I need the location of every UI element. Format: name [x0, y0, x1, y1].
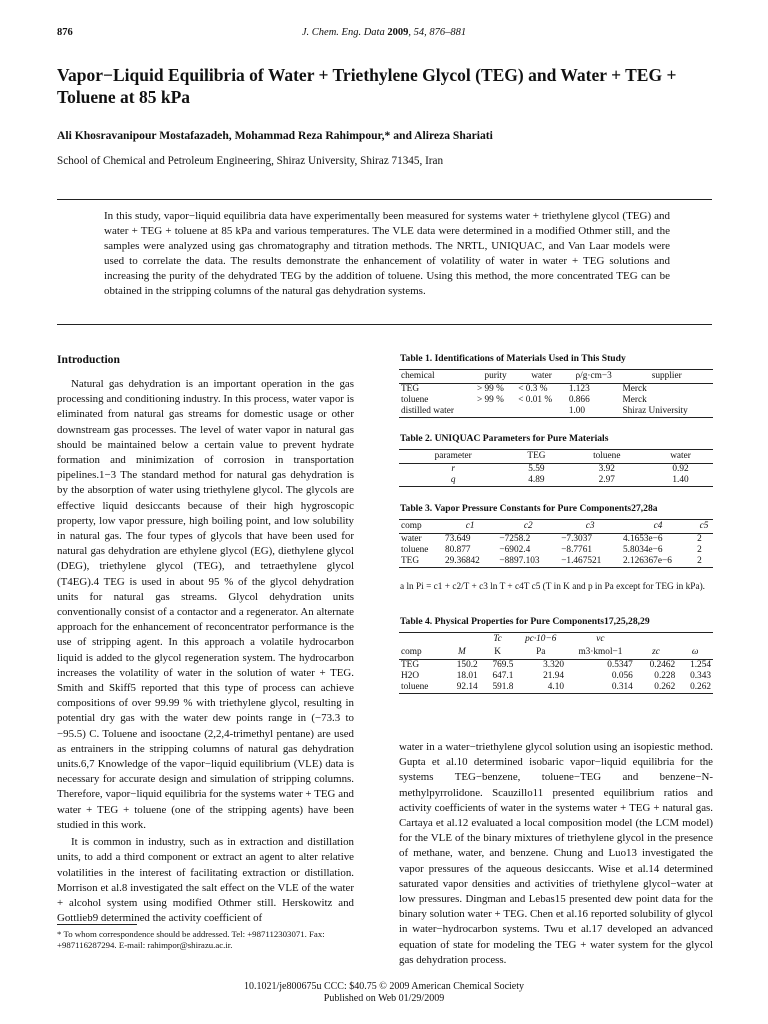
doi-copyright-line: 10.1021/je800675u CCC: $40.75 © 2009 American Chemical Society — [243, 981, 525, 992]
table-cell: 1.00 — [567, 406, 621, 418]
table-cell: −6902.4 — [499, 545, 531, 555]
table-cell: 0.262 — [635, 682, 677, 694]
table-header-cell: zc — [635, 646, 677, 660]
abstract-text: In this study, vapor−liquid equilibria data have experimentally been measured for systems water + triethylene glycol (TEG) and water + TEG + toluene at 85 kPa and various temperatures. The VLE data were determined in a modified Othmer still, and the samples were analyzed using gas chromatography and titration methods. The NRTL, UNIQUAC, and Van Laar models were used to correlate the data. The results demonstrate the enhancement of volatility of water in water + TEG solutions and increasing the purity of the dehydrated TEG by the addition of toluene. Using this method, the more concentrated TEG can be obtained in the stripping columns of the natural gas dehydration systems. — [104, 210, 670, 298]
journal-year: 2009 — [387, 27, 409, 38]
table-header-row — [399, 633, 713, 647]
right-column — [399, 740, 713, 968]
table-cell: 3.92 — [598, 464, 615, 474]
table-cell: 4.89 — [507, 475, 565, 487]
abstract-bottom-rule — [57, 324, 712, 325]
table-header-cell: c4 — [621, 520, 695, 534]
table-cell: 1.254 — [690, 660, 711, 670]
table-cell: −8897.103 — [497, 556, 559, 568]
table-cell: Shiraz University — [620, 406, 713, 418]
table-row — [399, 682, 713, 694]
table-header-cell: toluene — [565, 450, 648, 464]
table-header-cell: water — [516, 370, 567, 384]
table-cell — [475, 406, 516, 418]
table-header-cell: comp — [399, 520, 443, 534]
table-cell: −8.7761 — [561, 545, 592, 555]
table-cell: 73.649 — [444, 534, 471, 544]
table1 — [399, 369, 713, 418]
table-cell: < 0.3 % — [518, 384, 548, 394]
table-header-cell: K — [480, 646, 516, 660]
table-header-cell: M — [444, 646, 480, 660]
table-header-cell — [677, 633, 713, 647]
section-heading-introduction: Introduction — [57, 353, 120, 366]
table-cell: −1.467521 — [559, 556, 621, 568]
journal-volume-pages: , 54, 876–881 — [408, 27, 467, 38]
table-cell: 80.877 — [444, 545, 471, 555]
table-cell: r — [451, 464, 455, 474]
table-cell: 0.5347 — [607, 660, 633, 670]
table3-caption: Table 3. Vapor Pressure Constants for Pure Components27,28a — [400, 503, 658, 514]
table-cell: 5.8034e−6 — [622, 545, 663, 555]
table-header-cell: Tc — [480, 633, 516, 647]
table-header-cell: Pa — [515, 646, 566, 660]
intro-paragraph-3: water in a water−triethylene glycol solution using an isopiestic method. Gupta et al.10 determined isobaric vapor−liquid equilibria for the systems TEG−benzene, toluene−TEG and benzene−N-methylpyrrolidone. Scauzillo11 presented equilibrium ratios and activity coefficients of water in the systems water + TEG + natural gas. Cartaya et al.12 evaluated a local composition model (the LCM model) for the VLE of the binary mixtures of triethylene glycol in the presence of methane, water, and benzene. Chung and Luo13 investigated the vapor pressures of the aqueous desiccants. Wise et al.14 determined saturated vapor densities and activities of triethylene glycol−water at low pressures. Dingman and Lebas15 presented dew point data for the binary solution water + TEG. Chen et al.16 reported solubility of glycol in water−hydrocarbon systems. Twu et al.17 developed an advanced equation of state for modeling the TEG + water system for the glycol gas dehydration process. — [399, 741, 713, 966]
abstract — [104, 209, 670, 300]
table-cell: 0.343 — [690, 671, 711, 681]
table3-footnote: a ln Pi = c1 + c2/T + c3 ln T + c4T c5 (T in K and p in Pa except for TEG in kPa). — [400, 582, 705, 592]
abstract-top-rule — [57, 199, 712, 200]
table-header-row — [399, 370, 713, 384]
table-cell: 1.40 — [648, 475, 713, 487]
table-cell: TEG — [401, 660, 420, 670]
table-header-cell: c2 — [497, 520, 559, 534]
table-cell: 4.1653e−6 — [622, 534, 663, 544]
table-cell: Merck — [622, 384, 647, 394]
author-list: Ali Khosravanipour Mostafazadeh, Mohammad Reza Rahimpour,* and Alireza Shariati — [57, 129, 493, 142]
table-cell: 5.59 — [528, 464, 545, 474]
table-cell: 2 — [695, 556, 713, 568]
left-column — [57, 377, 354, 926]
table1-caption: Table 1. Identifications of Materials Used in This Study — [400, 353, 626, 364]
affiliation: School of Chemical and Petroleum Engineering, Shiraz University, Shiraz 71345, Iran — [57, 155, 444, 167]
table-cell: 150.2 — [456, 660, 478, 670]
table2 — [399, 449, 713, 487]
intro-paragraph-1: Natural gas dehydration is an important operation in the gas processing and conditioning industry. In this process, water vapor is eliminated from natural gas streams for domestic usage or other downstream gas processes. The level of water vapor in natural gas should be maintained below a certain value to prevent hydrate formation and minimization of corrosion in transportation pipelines.1−3 The standard method for natural gas dehydration is by the absorption of water using triethylene glycol. The glycols are effective liquid desiccants because of their high hygroscopic property, low vapor pressure, high boiling point, and low solubility in natural gas. The four types of glycols that have been used for natural gas dehydration are ethylene glycol (EG), diethylene glycol (DEG), triethylene glycol (TEG), and tetraethylene glycol (T4EG).4 TEG is used in about 95 % of the glycol dehydration units for natural gas streams. Glycol dehydration units conventionally consist of a contactor and a regenerator. An alternate approach for the enhancement of reconcentrator performance is the use of stripping agent. In this approach a volatile hydrocarbon liquid is added to the glycol regeneration system. The hydrocarbon increases the volatility of water in the solution of water + TEG. Smith and Skiff5 reported that this type of process can achieve compositions of over 99.99 % with triethylene glycol, resulting in potential dry gas with the water dew points range in (−73.3 to −95.5) C. Toluene and isooctane (2,2,4-trimethyl pentane) are used as entrainers in the stripping columns of natural gas dehydration units.6,7 Knowledge of the vapor−liquid equilibrium (VLE) data is necessary for accurate design and simulation of stripping columns. Therefore, vapor−liquid equilibria for the systems water + TEG and water + TEG + toluene (one of the stripping agents) have been studied in this work. — [57, 378, 354, 831]
table-header-cell: water — [648, 450, 713, 464]
table-header-cell: ω — [677, 646, 713, 660]
page-number: 876 — [57, 27, 73, 38]
corresponding-author-footnote: * To whom correspondence should be addressed. Tel: +987112303071. Fax: +987116287294. E-mail: rahimpor@shirazu.ac.ir. — [57, 929, 325, 950]
table-cell: 769.5 — [492, 660, 514, 670]
table-row — [399, 534, 713, 546]
table-header-cell: comp — [399, 646, 444, 660]
table-cell: 0.92 — [672, 464, 689, 474]
table4-caption: Table 4. Physical Properties for Pure Components17,25,28,29 — [400, 616, 650, 627]
page-footer — [0, 981, 768, 1005]
paper-title: Vapor−Liquid Equilibria of Water + Triethylene Glycol (TEG) and Water + TEG + Toluene at 85 kPa — [57, 65, 677, 107]
table-cell: 4.10 — [515, 682, 566, 694]
table-row — [399, 475, 713, 487]
footnote-rule — [57, 924, 137, 925]
table-cell: q — [399, 475, 507, 487]
table-header-cell: ρ/g·cm−3 — [567, 370, 621, 384]
table-row — [399, 464, 713, 476]
table-cell: 0.866 — [568, 395, 590, 405]
table-cell: −7.3037 — [561, 534, 592, 544]
table3 — [399, 519, 713, 568]
table4 — [399, 632, 713, 694]
table-cell: 0.262 — [677, 682, 713, 694]
table-header-row — [399, 520, 713, 534]
table-cell: water — [401, 534, 422, 544]
table-cell: 0.2462 — [649, 660, 676, 670]
table-cell: 3.320 — [543, 660, 565, 670]
table-cell: TEG — [401, 384, 420, 394]
journal-name: J. Chem. Eng. Data — [301, 27, 385, 38]
table-cell — [516, 406, 567, 418]
table-cell: toluene — [401, 395, 429, 405]
table-header-cell: purity — [475, 370, 516, 384]
table-cell: 591.8 — [480, 682, 516, 694]
table-cell: 29.36842 — [443, 556, 497, 568]
table-row — [399, 395, 713, 406]
table-cell: 92.14 — [444, 682, 480, 694]
table-cell: > 99 % — [476, 395, 504, 405]
table-cell: 2 — [697, 534, 702, 544]
table-cell: 21.94 — [543, 671, 565, 681]
table-cell: Merck — [622, 395, 647, 405]
table-row — [399, 384, 713, 396]
table-header-cell: parameter — [399, 450, 507, 464]
table-row — [399, 556, 713, 568]
table-header-row — [399, 646, 713, 660]
table-header-cell: c1 — [443, 520, 497, 534]
table-cell: 2.97 — [565, 475, 648, 487]
table-header-cell — [635, 633, 677, 647]
intro-paragraph-2: It is common in industry, such as in extraction and distillation units, to add a third component or extract an agent to alter relative volatilities in the interest of facilitating extraction or distillation. Morrison et al.8 investigated the salt effect on the VLE of the water + alcohol system using modified Othmer still. Herskowitz and Gottlieb9 determined the activity coefficient of — [57, 836, 354, 925]
table-cell: > 99 % — [476, 384, 504, 394]
table-header-cell: TEG — [507, 450, 565, 464]
table-cell: distilled water — [399, 406, 475, 418]
table-cell: TEG — [399, 556, 443, 568]
table-row — [399, 660, 713, 672]
table2-caption: Table 2. UNIQUAC Parameters for Pure Materials — [400, 433, 609, 444]
table-row — [399, 671, 713, 682]
table-header-cell: supplier — [620, 370, 713, 384]
table-cell: 0.228 — [654, 671, 676, 681]
table-cell: 0.314 — [566, 682, 635, 694]
table-row — [399, 406, 713, 418]
table-cell: 2 — [697, 545, 702, 555]
journal-citation — [0, 27, 768, 38]
table-header-cell: vc — [566, 633, 635, 647]
table-cell: −7258.2 — [499, 534, 531, 544]
table-cell: 18.01 — [456, 671, 478, 681]
table-row — [399, 545, 713, 556]
table-header-cell — [444, 633, 480, 647]
table-cell: < 0.01 % — [518, 395, 553, 405]
table-cell: toluene — [401, 545, 429, 555]
table-header-row — [399, 450, 713, 464]
table-header-cell: c5 — [695, 520, 713, 534]
publication-date-line: Published on Web 01/29/2009 — [323, 993, 445, 1004]
table-header-cell: m3·kmol−1 — [566, 646, 635, 660]
table-header-cell — [399, 633, 444, 647]
table-cell: 2.126367e−6 — [621, 556, 695, 568]
table-cell: H2O — [401, 671, 420, 681]
table-cell: 647.1 — [492, 671, 514, 681]
table-header-cell: chemical — [399, 370, 475, 384]
table-cell: toluene — [399, 682, 444, 694]
table-header-cell: c3 — [559, 520, 621, 534]
table-cell: 0.056 — [611, 671, 633, 681]
table-cell: 1.123 — [568, 384, 590, 394]
table-header-cell: pc·10−6 — [515, 633, 566, 647]
